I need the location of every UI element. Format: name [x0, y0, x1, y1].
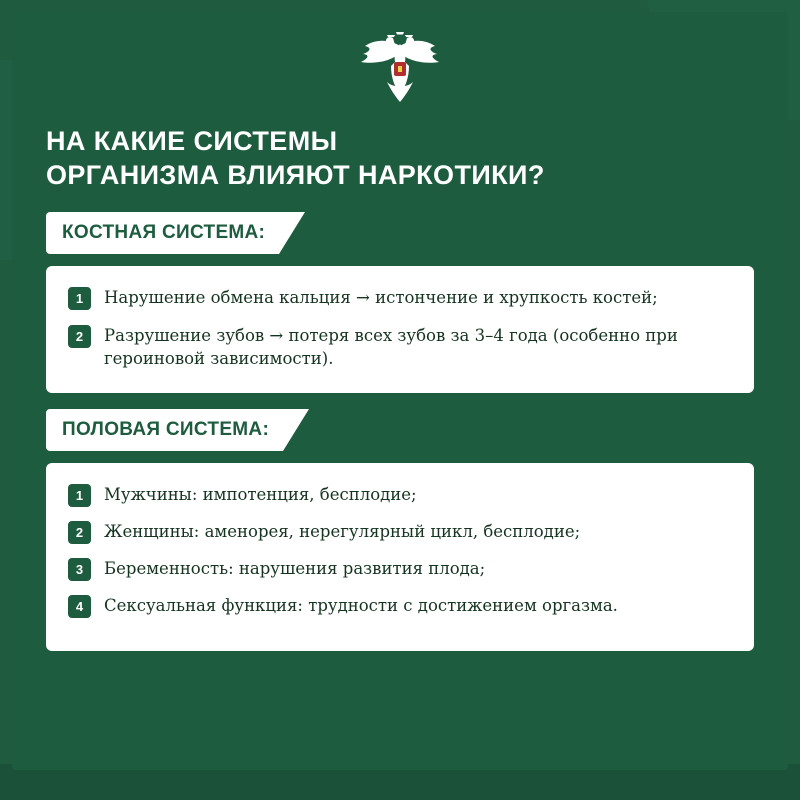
section-2-label: ПОЛОВАЯ СИСТЕМА: — [46, 409, 283, 451]
list-item — [68, 324, 730, 371]
list-item-number: 3 — [68, 558, 91, 581]
list-item — [68, 520, 730, 544]
list-item-number: 4 — [68, 595, 91, 618]
list-item-number: 1 — [68, 287, 91, 310]
headline-line-2: ОРГАНИЗМА ВЛИЯЮТ НАРКОТИКИ? — [46, 160, 545, 191]
section-1-label-wrap — [46, 212, 754, 254]
list-item — [68, 286, 730, 310]
headline-line-1: НА КАКИЕ СИСТЕМЫ — [46, 126, 338, 156]
list-item-text: Нарушение обмена кальция → истончение и хрупкость костей; — [104, 288, 658, 308]
list-item-text: Женщины: аменорея, нерегулярный цикл, бесплодие; — [104, 521, 581, 541]
section-2-panel — [46, 463, 754, 651]
list-item-text: Сексуальная функция: трудности с достижением оргазма. — [104, 595, 618, 615]
section-bone-system — [46, 212, 754, 393]
list-item-text: Мужчины: импотенция, бесплодие; — [104, 484, 417, 504]
section-2-label-wrap — [46, 409, 754, 451]
list-item — [68, 483, 730, 507]
list-item-text: Разрушение зубов → потеря всех зубов за 3–4 года (особенно при героиновой зависимости). — [104, 326, 678, 369]
emblem-container — [46, 12, 754, 106]
section-reproductive-system — [46, 409, 754, 651]
section-1-panel — [46, 266, 754, 393]
list-item-number: 2 — [68, 521, 91, 544]
list-item — [68, 557, 730, 581]
poster-card — [12, 12, 788, 770]
double-headed-eagle-emblem-icon — [357, 32, 443, 106]
list-item-text: Беременность: нарушения развития плода; — [104, 558, 486, 578]
section-1-label: КОСТНАЯ СИСТЕМА: — [46, 212, 279, 254]
section-2-label-tail — [283, 409, 309, 451]
list-item-number: 2 — [68, 325, 91, 348]
list-item-number: 1 — [68, 484, 91, 507]
list-item — [68, 594, 730, 618]
page-title — [46, 124, 754, 192]
section-1-label-tail — [279, 212, 305, 254]
